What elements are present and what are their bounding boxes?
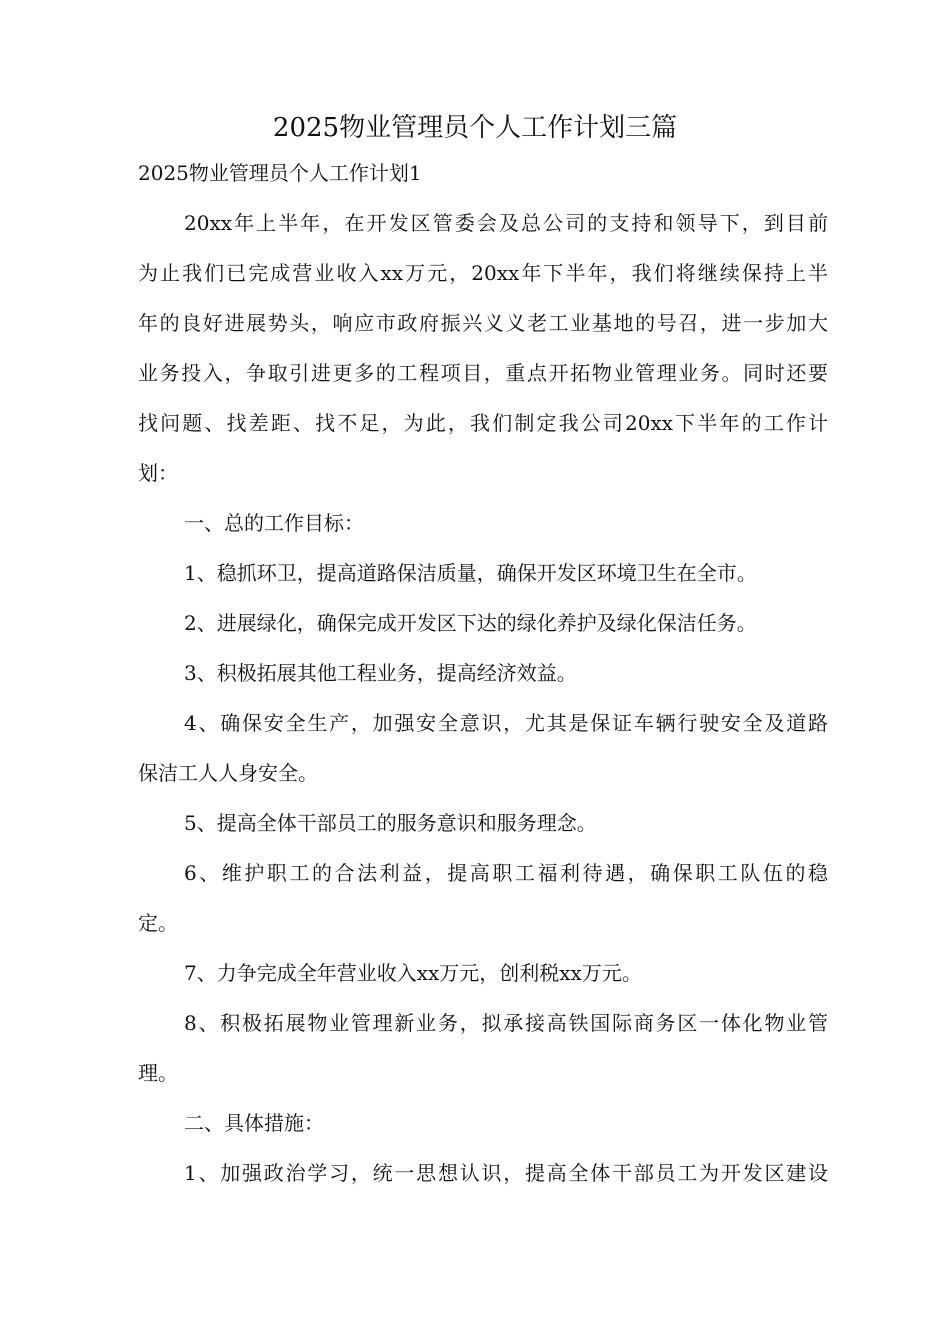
goal-line: 定。: [138, 911, 178, 935]
goal-line: 保洁工人人身安全。: [138, 761, 318, 785]
goal-item: [138, 798, 828, 848]
intro-line: 划：: [138, 461, 178, 485]
goal-line: 2、进展绿化，确保完成开发区下达的绿化养护及绿化保洁任务。: [184, 611, 757, 635]
goal-line: 7、力争完成全年营业收入xx万元，创利税xx万元。: [184, 961, 642, 985]
goal-line: 5、提高全体干部员工的服务意识和服务理念。: [184, 811, 597, 835]
goal-line: 理。: [138, 1061, 178, 1085]
intro-line: 找问题、找差距、找不足，为此，我们制定我公司20xx下半年的工作计: [138, 411, 828, 435]
goal-item: [138, 648, 828, 698]
section-heading-goals: [138, 498, 828, 548]
goal-item: [138, 948, 828, 998]
intro-line: 为止我们已完成营业收入xx万元，20xx年下半年，我们将继续保持上半: [138, 261, 828, 285]
document-title: 2025物业管理员个人工作计划三篇: [272, 113, 678, 143]
goal-line: 1、稳抓环卫，提高道路保洁质量，确保开发区环境卫生在全市。: [184, 561, 757, 585]
intro-paragraph: [138, 198, 828, 498]
section-heading-measures: [138, 1098, 828, 1148]
goal-item: [138, 548, 828, 598]
goal-line: 6、维护职工的合法利益，提高职工福利待遇，确保职工队伍的稳: [184, 861, 828, 885]
section-heading-text: 一、总的工作目标：: [184, 511, 364, 535]
goal-item: [138, 598, 828, 648]
goal-line: 8、积极拓展物业管理新业务，拟承接高铁国际商务区一体化物业管: [184, 1011, 828, 1035]
section-heading-text: 二、具体措施：: [184, 1111, 324, 1135]
goal-item: [138, 848, 828, 948]
measure-item: [138, 1148, 828, 1198]
intro-line: 年的良好进展势头，响应市政府振兴义义老工业基地的号召，进一步加大: [138, 311, 828, 335]
goal-item: [138, 998, 828, 1098]
goal-item: [138, 698, 828, 798]
intro-line: 20xx年上半年，在开发区管委会及总公司的支持和领导下，到目前: [184, 211, 828, 235]
document-subtitle: 2025物业管理员个人工作计划1: [138, 161, 422, 185]
goal-line: 3、积极拓展其他工程业务，提高经济效益。: [184, 661, 577, 685]
intro-line: 业务投入，争取引进更多的工程项目，重点开拓物业管理业务。同时还要: [138, 361, 828, 385]
goal-line: 4、确保安全生产，加强安全意识，尤其是保证车辆行驶安全及道路: [184, 711, 828, 735]
measure-line: 1、加强政治学习，统一思想认识，提高全体干部员工为开发区建设: [184, 1161, 828, 1185]
